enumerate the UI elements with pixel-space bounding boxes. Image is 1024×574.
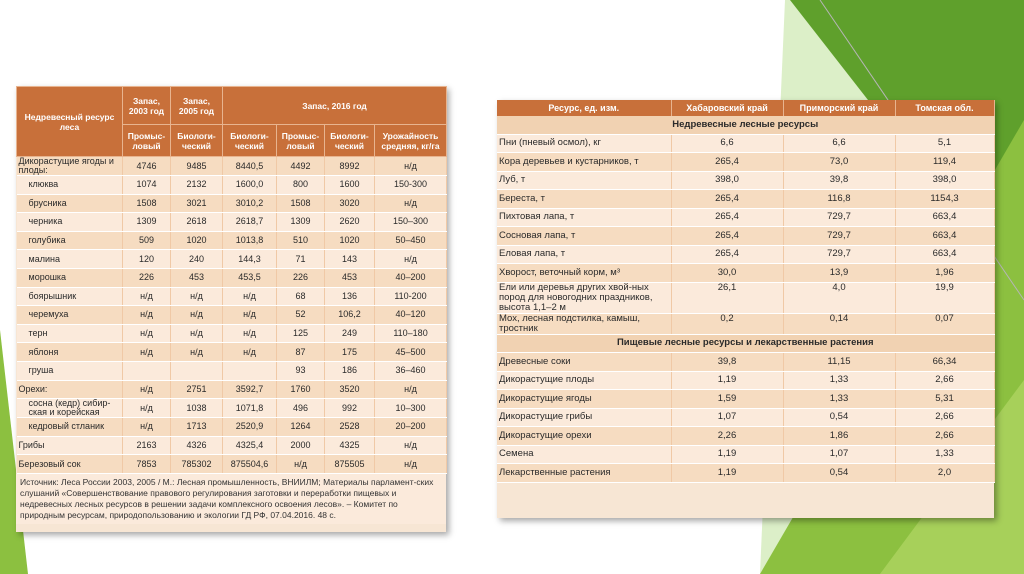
cell-value: 2163 <box>123 436 171 455</box>
row-label: Хворост, веточный корм, м³ <box>497 264 671 283</box>
cell-value: 1154,3 <box>895 190 994 209</box>
cell-value: н/д <box>277 455 325 474</box>
cell-value: 4492 <box>277 157 325 176</box>
cell-value: 45–500 <box>375 343 447 362</box>
cell-value: 1,33 <box>783 390 895 409</box>
cell-value: 2000 <box>277 436 325 455</box>
left-table <box>16 86 447 474</box>
cell-value: 186 <box>325 361 375 380</box>
cell-value: 226 <box>277 268 325 287</box>
table-row <box>17 418 447 437</box>
cell-value: 509 <box>123 231 171 250</box>
cell-value: 1264 <box>277 418 325 437</box>
table-row <box>497 445 994 464</box>
cell-value <box>123 361 171 380</box>
cell-value: 5,31 <box>895 390 994 409</box>
row-label: Дикорастущие ягоды <box>497 390 671 409</box>
cell-value: 2,26 <box>671 427 783 446</box>
cell-value: н/д <box>223 343 277 362</box>
table-row <box>497 190 994 209</box>
cell-value: 19,9 <box>895 282 994 313</box>
cell-value: н/д <box>375 250 447 269</box>
row-label: Еловая лапа, т <box>497 245 671 264</box>
cell-value: 1309 <box>277 213 325 232</box>
cell-value: н/д <box>123 287 171 306</box>
table-row <box>17 213 447 232</box>
cell-value: 136 <box>325 287 375 306</box>
row-label: Древесные соки <box>497 353 671 372</box>
cell-value: 2,66 <box>895 408 994 427</box>
cell-value: 2620 <box>325 213 375 232</box>
cell-value: 1038 <box>171 399 223 418</box>
header-2016: Запас, 2016 год <box>223 87 447 125</box>
header-khabarovsk: Хабаровский край <box>671 100 783 116</box>
cell-value: 144,3 <box>223 250 277 269</box>
row-label: терн <box>17 324 123 343</box>
row-label: малина <box>17 250 123 269</box>
cell-value: 13,9 <box>783 264 895 283</box>
section-title: Пищевые лесные ресурсы и лекарственные растения <box>497 334 994 353</box>
row-label: яблоня <box>17 343 123 362</box>
cell-value: 3021 <box>171 194 223 213</box>
cell-value: 663,4 <box>895 245 994 264</box>
table-row <box>497 427 994 446</box>
cell-value: 26,1 <box>671 282 783 313</box>
cell-value: 150-300 <box>375 176 447 195</box>
cell-value: 265,4 <box>671 227 783 246</box>
row-label: клюква <box>17 176 123 195</box>
row-label: Березовый сок <box>17 455 123 474</box>
cell-value: н/д <box>123 380 171 399</box>
cell-value: 226 <box>123 268 171 287</box>
cell-value: 800 <box>277 176 325 195</box>
cell-value: 6,6 <box>671 134 783 153</box>
cell-value: 1713 <box>171 418 223 437</box>
cell-value: 40–120 <box>375 306 447 325</box>
cell-value: 0,54 <box>783 464 895 483</box>
row-label: Кора деревьев и кустарников, т <box>497 153 671 172</box>
cell-value: н/д <box>171 287 223 306</box>
cell-value: 119,4 <box>895 153 994 172</box>
cell-value: 453 <box>325 268 375 287</box>
cell-value: 1760 <box>277 380 325 399</box>
cell-value: н/д <box>123 324 171 343</box>
cell-value: н/д <box>171 324 223 343</box>
table-row <box>17 268 447 287</box>
cell-value: 110-200 <box>375 287 447 306</box>
cell-value: 106,2 <box>325 306 375 325</box>
subheader: Биологи-ческий <box>171 125 223 157</box>
cell-value: 0,2 <box>671 313 783 334</box>
cell-value: 1,33 <box>783 371 895 390</box>
table-row <box>497 171 994 190</box>
cell-value: 2618 <box>171 213 223 232</box>
table-row <box>497 134 994 153</box>
cell-value: 68 <box>277 287 325 306</box>
cell-value: 1309 <box>123 213 171 232</box>
cell-value: 1013,8 <box>223 231 277 250</box>
table-row <box>497 208 994 227</box>
table-row <box>17 287 447 306</box>
section-title: Недревесные лесные ресурсы <box>497 116 994 134</box>
cell-value: 50–450 <box>375 231 447 250</box>
cell-value: 1,96 <box>895 264 994 283</box>
cell-value: 2,0 <box>895 464 994 483</box>
header-2005: Запас, 2005 год <box>171 87 223 125</box>
cell-value: н/д <box>223 287 277 306</box>
cell-value: 3020 <box>325 194 375 213</box>
cell-value: 4746 <box>123 157 171 176</box>
cell-value: 110–180 <box>375 324 447 343</box>
row-label: Лекарственные растения <box>497 464 671 483</box>
row-label: морошка <box>17 268 123 287</box>
cell-value: 265,4 <box>671 208 783 227</box>
row-label: брусника <box>17 194 123 213</box>
cell-value: 0,54 <box>783 408 895 427</box>
cell-value: 8440,5 <box>223 157 277 176</box>
subheader: Биологи-ческий <box>223 125 277 157</box>
table-row <box>497 153 994 172</box>
cell-value: 40–200 <box>375 268 447 287</box>
row-label: Мох, лесная подстилка, камыш, тростник <box>497 313 671 334</box>
table-row <box>497 464 994 483</box>
cell-value: 71 <box>277 250 325 269</box>
cell-value: н/д <box>171 343 223 362</box>
cell-value: 1020 <box>171 231 223 250</box>
row-label: Семена <box>497 445 671 464</box>
table-row <box>17 306 447 325</box>
cell-value: 510 <box>277 231 325 250</box>
cell-value: 1,19 <box>671 445 783 464</box>
cell-value: 785302 <box>171 455 223 474</box>
table-row <box>17 176 447 195</box>
source-note: Источник: Леса России 2003, 2005 / М.: Лесная промышленность, ВНИИЛМ; Материалы парламент-ских слушаний «Совершенствование правового регулирования заготовки и переработки пищевых и недревесных лесных ресурсов в решении задачи комплексного освоения лесов». – Комитет по природным ресурсам, природопользованию и экологии ГД РФ, 07.04.2016. 48 с. <box>16 474 446 524</box>
cell-value: 496 <box>277 399 325 418</box>
table-row <box>497 282 994 313</box>
cell-value: 2132 <box>171 176 223 195</box>
cell-value: 453,5 <box>223 268 277 287</box>
cell-value: 9485 <box>171 157 223 176</box>
left-table-body <box>17 157 447 474</box>
cell-value: 30,0 <box>671 264 783 283</box>
cell-value: н/д <box>375 455 447 474</box>
table-row <box>497 408 994 427</box>
cell-value: 1,07 <box>783 445 895 464</box>
subheader: Биологи-ческий <box>325 125 375 157</box>
row-label: Пихтовая лапа, т <box>497 208 671 227</box>
cell-value: 2,66 <box>895 371 994 390</box>
cell-value: н/д <box>123 418 171 437</box>
subheader: Промыс-ловый <box>123 125 171 157</box>
cell-value: 2751 <box>171 380 223 399</box>
row-label: сосна (кедр) сибир-ская и корейская <box>17 399 123 418</box>
table-row <box>17 436 447 455</box>
cell-value: н/д <box>123 343 171 362</box>
row-label: боярышник <box>17 287 123 306</box>
table-row <box>17 361 447 380</box>
row-label: груша <box>17 361 123 380</box>
cell-value: 0,07 <box>895 313 994 334</box>
cell-value: 6,6 <box>783 134 895 153</box>
cell-value: 39,8 <box>783 171 895 190</box>
table-row <box>497 353 994 372</box>
cell-value: 1,59 <box>671 390 783 409</box>
cell-value: 265,4 <box>671 190 783 209</box>
row-label: Грибы <box>17 436 123 455</box>
row-label: кедровый стланик <box>17 418 123 437</box>
table-row <box>17 324 447 343</box>
cell-value: 11,15 <box>783 353 895 372</box>
cell-value: 125 <box>277 324 325 343</box>
cell-value: 265,4 <box>671 245 783 264</box>
cell-value: 1508 <box>277 194 325 213</box>
header-tomsk: Томская обл. <box>895 100 994 116</box>
header-resource-unit: Ресурс, ед. изм. <box>497 100 671 116</box>
header-resource: Недревесный ресурс леса <box>17 87 123 157</box>
cell-value: 398,0 <box>671 171 783 190</box>
cell-value: 52 <box>277 306 325 325</box>
cell-value: 5,1 <box>895 134 994 153</box>
cell-value: 398,0 <box>895 171 994 190</box>
cell-value: 2520,9 <box>223 418 277 437</box>
row-label: Дикорастущие грибы <box>497 408 671 427</box>
right-table-body <box>497 116 994 482</box>
cell-value: 36–460 <box>375 361 447 380</box>
cell-value: 249 <box>325 324 375 343</box>
subheader: Урожайность средняя, кг/га <box>375 125 447 157</box>
table-row <box>17 157 447 176</box>
cell-value: 875504,6 <box>223 455 277 474</box>
cell-value: 1020 <box>325 231 375 250</box>
cell-value: 175 <box>325 343 375 362</box>
cell-value: 875505 <box>325 455 375 474</box>
cell-value <box>171 361 223 380</box>
cell-value: 116,8 <box>783 190 895 209</box>
header-2003: Запас, 2003 год <box>123 87 171 125</box>
row-label: Береста, т <box>497 190 671 209</box>
header-primorsky: Приморский край <box>783 100 895 116</box>
table-row <box>17 250 447 269</box>
cell-value: 8992 <box>325 157 375 176</box>
cell-value: 150–300 <box>375 213 447 232</box>
table-row <box>17 194 447 213</box>
cell-value: н/д <box>375 380 447 399</box>
section-row <box>497 116 994 134</box>
row-label: черника <box>17 213 123 232</box>
cell-value: н/д <box>223 306 277 325</box>
cell-value: 1,19 <box>671 371 783 390</box>
row-label: Дикорастущие плоды <box>497 371 671 390</box>
cell-value: 1600 <box>325 176 375 195</box>
cell-value: 663,4 <box>895 227 994 246</box>
row-label: Луб, т <box>497 171 671 190</box>
right-table <box>497 100 995 483</box>
cell-value: 73,0 <box>783 153 895 172</box>
cell-value: 2618,7 <box>223 213 277 232</box>
table-row <box>497 313 994 334</box>
table-row <box>497 227 994 246</box>
cell-value: н/д <box>375 194 447 213</box>
cell-value: 143 <box>325 250 375 269</box>
cell-value: н/д <box>375 157 447 176</box>
table-row <box>17 455 447 474</box>
cell-value: 120 <box>123 250 171 269</box>
cell-value: 4325,4 <box>223 436 277 455</box>
cell-value: 1,19 <box>671 464 783 483</box>
cell-value: 87 <box>277 343 325 362</box>
cell-value: 4326 <box>171 436 223 455</box>
table-row <box>497 245 994 264</box>
row-label: черемуха <box>17 306 123 325</box>
right-table-image <box>497 100 994 518</box>
row-label: Ели или деревья других хвой-ных пород для новогодних праздников, высота 1,1–2 м <box>497 282 671 313</box>
row-label: Орехи: <box>17 380 123 399</box>
table-row <box>17 380 447 399</box>
cell-value: 3010,2 <box>223 194 277 213</box>
row-label: Дикорастущие ягоды и плоды: <box>17 157 123 176</box>
table-row <box>17 343 447 362</box>
cell-value: 729,7 <box>783 245 895 264</box>
row-label: Дикорастущие орехи <box>497 427 671 446</box>
cell-value: 265,4 <box>671 153 783 172</box>
cell-value: 729,7 <box>783 227 895 246</box>
cell-value: 1,07 <box>671 408 783 427</box>
cell-value: 240 <box>171 250 223 269</box>
cell-value: н/д <box>171 306 223 325</box>
cell-value: 1,33 <box>895 445 994 464</box>
cell-value: н/д <box>123 306 171 325</box>
subheader: Промыс-ловый <box>277 125 325 157</box>
table-row <box>17 231 447 250</box>
section-row <box>497 334 994 353</box>
cell-value: 10–300 <box>375 399 447 418</box>
cell-value: 4325 <box>325 436 375 455</box>
cell-value: 66,34 <box>895 353 994 372</box>
cell-value: 453 <box>171 268 223 287</box>
cell-value: 663,4 <box>895 208 994 227</box>
cell-value: н/д <box>375 436 447 455</box>
cell-value: н/д <box>223 324 277 343</box>
table-row <box>497 390 994 409</box>
cell-value: 3520 <box>325 380 375 399</box>
table-row <box>497 371 994 390</box>
cell-value: 1508 <box>123 194 171 213</box>
cell-value: 7853 <box>123 455 171 474</box>
cell-value: 2,66 <box>895 427 994 446</box>
cell-value: 1600,0 <box>223 176 277 195</box>
cell-value: 39,8 <box>671 353 783 372</box>
cell-value: 729,7 <box>783 208 895 227</box>
cell-value: 2528 <box>325 418 375 437</box>
row-label: голубика <box>17 231 123 250</box>
cell-value: 93 <box>277 361 325 380</box>
cell-value: 992 <box>325 399 375 418</box>
cell-value <box>223 361 277 380</box>
cell-value: н/д <box>123 399 171 418</box>
table-row <box>17 399 447 418</box>
cell-value: 20–200 <box>375 418 447 437</box>
cell-value: 1074 <box>123 176 171 195</box>
cell-value: 1,86 <box>783 427 895 446</box>
cell-value: 1071,8 <box>223 399 277 418</box>
cell-value: 4,0 <box>783 282 895 313</box>
left-table-image <box>16 86 446 532</box>
row-label: Сосновая лапа, т <box>497 227 671 246</box>
table-row <box>497 264 994 283</box>
cell-value: 3592,7 <box>223 380 277 399</box>
cell-value: 0,14 <box>783 313 895 334</box>
row-label: Пни (пневый осмол), кг <box>497 134 671 153</box>
